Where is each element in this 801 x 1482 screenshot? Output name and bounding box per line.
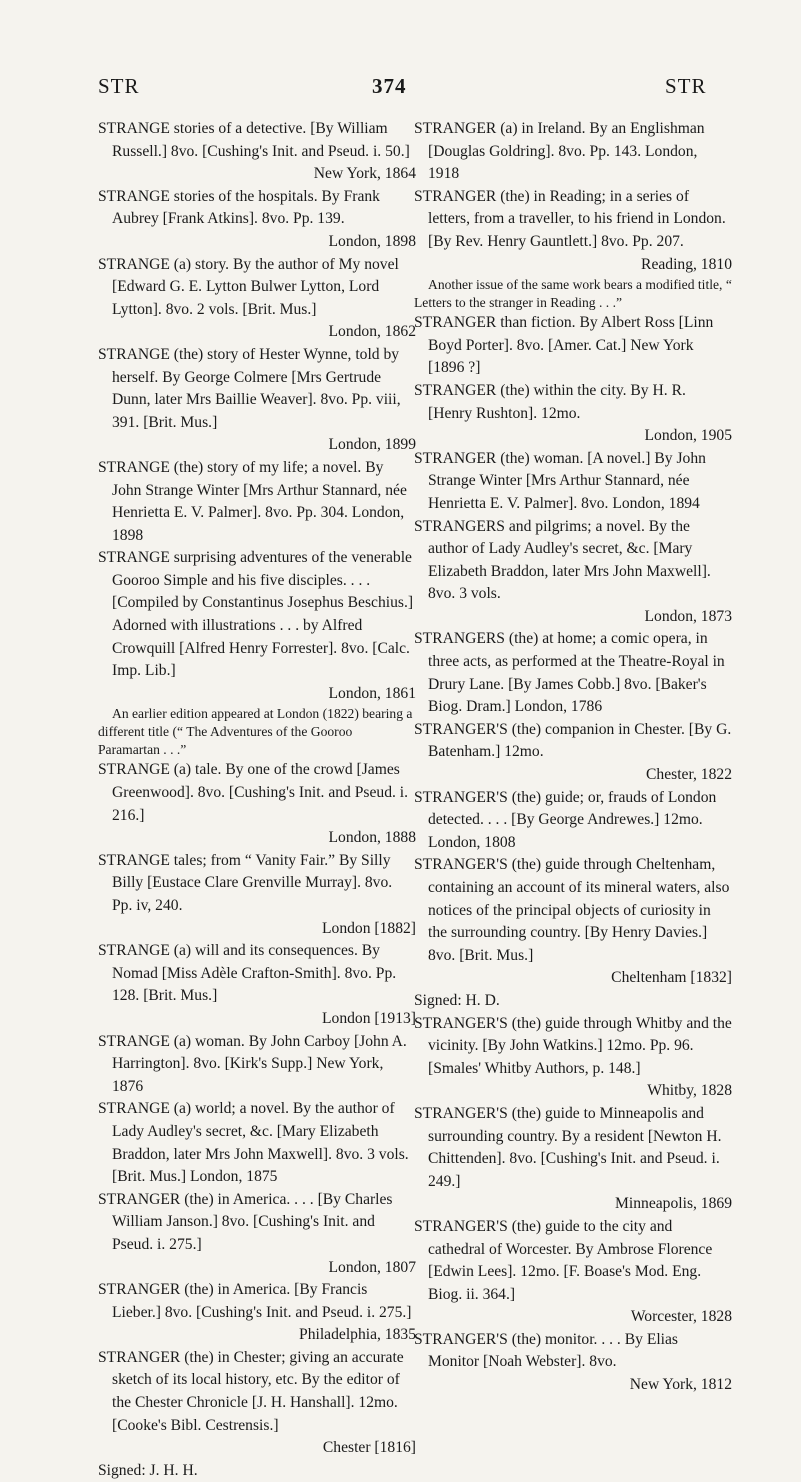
- entry-text: STRANGER'S (the) monitor. . . . By Elias Monitor [Noah Webster]. 8vo.: [414, 1330, 679, 1371]
- catalogue-entry: [98, 1189, 416, 1279]
- running-header: [0, 74, 801, 104]
- entry-imprint: Cheltenham [1832]: [611, 969, 732, 987]
- right-column: [414, 118, 732, 1397]
- entry-imprint: London, 1807: [328, 1258, 416, 1276]
- entry-text: STRANGE (the) story of my life; a novel. By John Strange Winter [Mrs Arthur Stannard, née Henrietta E. V. Palmer]. 8vo. Pp. 304. London, 1898: [98, 458, 407, 544]
- entry-text: STRANGER'S (the) guide through Cheltenham, containing an account of its mineral waters, also notices of the principal objects of curiosity in the surrounding country. [By Henry Davies.] 8vo. [Brit. Mus.]: [414, 856, 730, 964]
- entry-text: STRANGER'S (the) companion in Chester. [By G. Batenham.] 12mo.: [414, 720, 732, 761]
- entry-imprint: London, 1888: [328, 829, 416, 847]
- entry-text: STRANGER (the) in Chester; giving an accurate sketch of its local history, etc. By the editor of the Chester Chronicle [J. H. Hanshall]. 12mo. [Cooke's Bibl. Cestrensis.]: [98, 1348, 404, 1434]
- entry-text: STRANGE (a) will and its consequences. By Nomad [Miss Adèle Crafton-Smith]. 8vo. Pp. 128. [Brit. Mus.]: [98, 942, 397, 1005]
- entry-text: STRANGER (the) in America. [By Francis Lieber.] 8vo. [Cushing's Init. and Pseud. i. 275.]: [98, 1281, 412, 1321]
- catalogue-entry: [414, 787, 732, 855]
- entry-text: STRANGE stories of the hospitals. By Frank Aubrey [Frank Atkins]. 8vo. Pp. 139.: [98, 187, 380, 228]
- entry-imprint: London [1913]: [322, 1009, 416, 1027]
- catalogue-entry: [414, 312, 732, 380]
- catalogue-entry: [98, 759, 416, 849]
- entry-imprint: Chester [1816]: [322, 1439, 416, 1457]
- catalogue-entry: [414, 1103, 732, 1216]
- entry-note: Another issue of the same work bears a modified title, “ Letters to the stranger in Reading . . .”: [414, 277, 732, 311]
- catalogue-entry: [98, 1279, 416, 1347]
- catalogue-entry: [98, 118, 416, 186]
- entry-text: STRANGER (the) within the city. By H. R. [Henry Rushton]. 12mo.: [414, 381, 686, 422]
- catalogue-entry: [98, 1098, 416, 1188]
- catalogue-entry: [98, 254, 416, 344]
- entry-text: STRANGER than fiction. By Albert Ross [Linn Boyd Porter]. 8vo. [Amer. Cat.] New York [1896 ?]: [414, 314, 714, 377]
- entry-imprint: Minneapolis, 1869: [615, 1195, 732, 1213]
- entry-imprint: Whitby, 1828: [647, 1082, 732, 1100]
- entry-imprint: Worcester, 1828: [630, 1308, 732, 1326]
- header-right-catchword: STR: [665, 74, 707, 98]
- entry-imprint: Philadelphia, 1835: [299, 1326, 416, 1344]
- entry-imprint: London, 1905: [644, 427, 732, 445]
- catalogue-entry: [414, 380, 732, 448]
- catalogue-entry: [98, 344, 416, 457]
- catalogue-entry: [414, 628, 732, 718]
- entry-text: STRANGERS and pilgrims; a novel. By the author of Lady Audley's secret, &c. [Mary Elizabeth Braddon, later Mrs John Maxwell]. 8vo. 3 vols.: [414, 517, 711, 603]
- entry-text: STRANGERS (the) at home; a comic opera, in three acts, as performed at the Theatre-Royal in Drury Lane. [By James Cobb.] 8vo. [Baker's Biog. Dram.] London, 1786: [414, 630, 725, 716]
- entry-text: STRANGER (the) woman. [A novel.] By John Strange Winter [Mrs Arthur Stannard, née Henrietta E. V. Palmer]. 8vo. London, 1894: [414, 449, 706, 512]
- entry-imprint: Chester, 1822: [646, 766, 732, 784]
- catalogue-entry: [98, 547, 416, 759]
- entry-text: STRANGE (a) story. By the author of My novel [Edward G. E. Lytton Bulwer Lytton, Lord Lytton]. 8vo. 2 vols. [Brit. Mus.]: [98, 255, 399, 318]
- entry-imprint: London, 1862: [328, 323, 416, 341]
- entry-imprint: London [1882]: [322, 919, 416, 937]
- catalogue-entry: [98, 940, 416, 1030]
- catalogue-entry: [414, 854, 732, 1012]
- catalogue-entry: [98, 850, 416, 940]
- entry-note: An earlier edition appeared at London (1822) bearing a different title (“ The Adventures of the Gooroo Paramartan . . .”: [98, 706, 413, 758]
- catalogue-entry: [414, 186, 732, 312]
- entry-text: STRANGE (a) world; a novel. By the author of Lady Audley's secret, &c. [Mary Elizabeth Braddon, later Mrs John Maxwell]. 8vo. 3 vols. [Brit. Mus.] London, 1875: [98, 1100, 409, 1186]
- header-left-catchword: STR: [98, 74, 140, 98]
- entry-text: STRANGER'S (the) guide through Whitby and the vicinity. [By John Watkins.] 12mo. Pp. 96. [Smales' Whitby Authors, p. 148.]: [414, 1014, 732, 1077]
- entry-signature: Signed: J. H. H.: [98, 1461, 198, 1479]
- entry-text: STRANGE (a) woman. By John Carboy [John A. Harrington]. 8vo. [Kirk's Supp.] New York, 1876: [98, 1032, 407, 1095]
- catalogue-entry: [414, 1216, 732, 1329]
- entry-imprint: London, 1899: [328, 436, 416, 454]
- entry-text: STRANGER'S (the) guide; or, frauds of London detected. . . . [By George Andrewes.] 12mo. London, 1808: [414, 788, 717, 851]
- entry-text: STRANGE surprising adventures of the venerable Gooroo Simple and his five disciples. . . . [Compiled by Constantinus Josephus Beschius.] Adorned with illustrations . . . by Alfred Crowquill [Alfred Henry Forrester]. 8vo. [Calc. Imp. Lib.]: [98, 549, 414, 680]
- catalogue-entry: [414, 448, 732, 516]
- entry-text: STRANGER'S (the) guide to the city and cathedral of Worcester. By Ambrose Florence [Edwin Lees]. 12mo. [F. Boase's Mod. Eng. Biog. ii. 364.]: [414, 1217, 713, 1303]
- entry-signature: Signed: H. D.: [414, 991, 500, 1009]
- entry-text: STRANGE (a) tale. By one of the crowd [James Greenwood]. 8vo. [Cushing's Init. and Pseud. i. 216.]: [98, 761, 409, 824]
- catalogue-entry: [414, 118, 732, 186]
- entry-imprint: Reading, 1810: [641, 255, 732, 273]
- entry-text: STRANGER (the) in Reading; in a series of letters, from a traveller, to his friend in London. [By Rev. Henry Gauntlett.] 8vo. Pp. 207.: [414, 187, 726, 250]
- catalogue-entry: [414, 1329, 732, 1397]
- catalogue-entry: [414, 1013, 732, 1103]
- entry-imprint: London, 1898: [328, 232, 416, 250]
- entry-imprint: New York, 1864: [313, 165, 416, 183]
- entry-text: STRANGE (the) story of Hester Wynne, told by herself. By George Colmere [Mrs Gertrude Dunn, later Mrs Baillie Weaver]. 8vo. Pp. viii, 391. [Brit. Mus.]: [98, 345, 401, 431]
- entry-text: STRANGE tales; from “ Vanity Fair.” By Silly Billy [Eustace Clare Grenville Murray]. 8vo. Pp. iv, 240.: [98, 851, 393, 914]
- left-column: [98, 118, 416, 1482]
- catalogue-entry: [98, 186, 416, 254]
- entry-imprint: London, 1861: [328, 684, 416, 702]
- entry-imprint: London, 1873: [644, 607, 732, 625]
- page-number: 374: [372, 74, 407, 98]
- catalogue-entry: [414, 516, 732, 629]
- catalogue-entry: [98, 1031, 416, 1099]
- entry-imprint: New York, 1812: [629, 1376, 732, 1394]
- entry-text: STRANGER (a) in Ireland. By an Englishman [Douglas Goldring]. 8vo. Pp. 143. London, 1918: [414, 120, 705, 183]
- entry-text: STRANGER'S (the) guide to Minneapolis and surrounding country. By a resident [Newton H. Chittenden]. 8vo. [Cushing's Init. and Pseud. i. 249.]: [414, 1104, 722, 1190]
- entry-text: STRANGER (the) in America. . . . [By Charles William Janson.] 8vo. [Cushing's Init. and Pseud. i. 275.]: [98, 1190, 393, 1253]
- entry-text: STRANGE stories of a detective. [By William Russell.] 8vo. [Cushing's Init. and Pseud. i. 50.]: [98, 120, 410, 160]
- catalogue-entry: [98, 1347, 416, 1482]
- catalogue-entry: [414, 719, 732, 787]
- catalogue-entry: [98, 457, 416, 547]
